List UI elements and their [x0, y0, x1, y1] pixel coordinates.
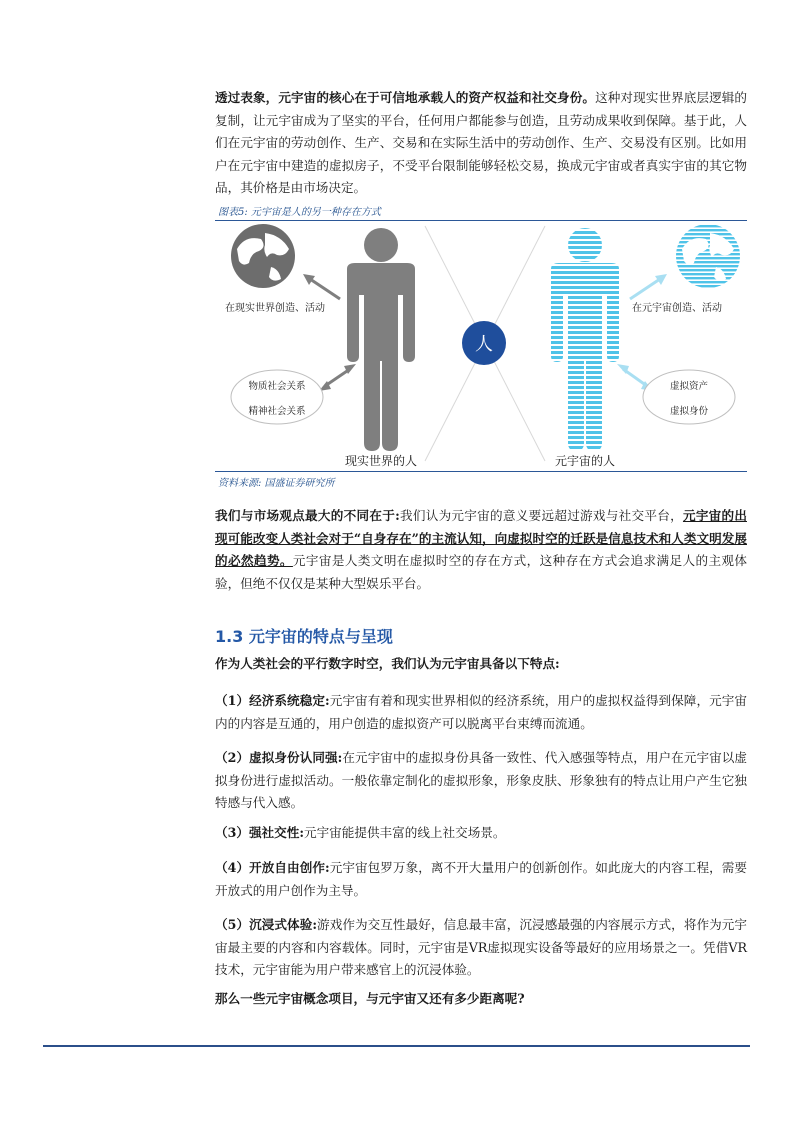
- section-lead: 作为人类社会的平行数字时空，我们认为元宇宙具备以下特点:: [215, 656, 560, 671]
- left-bubble-item: 精神社会关系: [248, 406, 306, 417]
- right-bubble-item: 虚拟资产: [669, 381, 709, 392]
- feature-item: [215, 914, 747, 982]
- center-label: 人: [475, 334, 493, 355]
- intro-paragraph: [215, 87, 747, 200]
- feature-label: （4）开放自由创作:: [215, 860, 330, 875]
- metaverse-globe-icon: [676, 224, 740, 288]
- feature-item: [215, 747, 747, 815]
- figure-source: 资料来源: 国盛证券研究所: [218, 478, 335, 489]
- feature-label: （1）经济系统稳定:: [215, 693, 330, 708]
- metaverse-person-icon: [551, 228, 619, 451]
- feature-label: （2）虚拟身份认同强:: [215, 750, 343, 765]
- left-down-arrow: [319, 364, 356, 391]
- feature-label: （5）沉浸式体验:: [215, 917, 317, 932]
- real-person-label: 现实世界的人: [344, 454, 418, 468]
- figure-bottom-rule: [215, 471, 747, 472]
- meta-person-label: 元宇宙的人: [554, 454, 616, 468]
- feature-text: 元宇宙有着和现实世界相似的经济系统，用户的虚拟权益得到保障，元宇宙内的内容是互通的，用户创造的虚拟资产可以脱离平台束缚而流通。: [215, 693, 747, 731]
- real-world-globe-icon: [231, 224, 295, 288]
- feature-text: 元宇宙能提供丰富的线上社交场景。: [303, 825, 506, 840]
- right-virtual-bubble: [643, 370, 735, 424]
- right-top-label: 在元宇宙创造、活动: [632, 303, 722, 314]
- feature-item: [215, 822, 747, 845]
- feature-text: 元宇宙包罗万象，离不开大量用户的创新创作。如此庞大的内容工程，需要开放式的用户创作为主导。: [215, 860, 747, 898]
- intro-bold: 透过表象，元宇宙的核心在于可信地承载人的资产权益和社交身份。: [215, 90, 596, 105]
- left-top-label: 在现实世界创造、活动: [225, 303, 325, 314]
- view-text-1: 我们认为元宇宙的意义要远超过游戏与社交平台，: [399, 508, 683, 523]
- left-bubble-item: 物质社会关系: [248, 381, 306, 392]
- footer-rule: [43, 1045, 750, 1047]
- section-title: 1.3 元宇宙的特点与呈现: [215, 627, 393, 646]
- right-bubble-item: 虚拟身份: [669, 406, 709, 417]
- center-person-circle: [462, 321, 506, 365]
- intro-text: 这种对现实世界底层逻辑的复制，让元宇宙成为了坚实的平台，任何用户都能参与创造，且劳动成果收到保障。基于此，人们在元宇宙的劳动创作、生产、交易和在实际生活中的劳动创作、生产、交易没有区别。比如用户在元宇宙中建造的虚拟房子，不受平台限制能够轻松交易，换成元宇宙或者真实宇宙的其它物品，其价格是由市场决定。: [215, 90, 748, 195]
- left-up-arrow: [303, 274, 340, 299]
- view-paragraph: [215, 505, 747, 595]
- real-world-person-icon: [347, 228, 415, 451]
- feature-text: 在元宇宙中的虚拟身份具备一致性、代入感强等特点，用户在元宇宙以虚拟身份进行虚拟活动。一般依靠定制化的虚拟形象，形象皮肤、形象独有的特点让用户产生它独特感与代入感。: [215, 750, 747, 810]
- feature-label: （3）强社交性:: [215, 825, 304, 840]
- feature-item: [215, 857, 747, 902]
- closing-question: 那么一些元宇宙概念项目，与元宇宙又还有多少距离呢?: [215, 991, 525, 1006]
- feature-item: [215, 690, 747, 735]
- right-up-arrow: [630, 274, 667, 299]
- left-relations-bubble: [231, 370, 323, 424]
- feature-text: 游戏作为交互性最好，信息最丰富，沉浸感最强的内容展示方式，将作为元宇宙最主要的内容和内容载体。同时，元宇宙是VR虚拟现实设备等最好的应用场景之一。凭借VR技术，元宇宙能为用户带来感官上的沉浸体验。: [215, 917, 747, 977]
- figure-caption: 图表5: 元宇宙是人的另一种存在方式: [218, 207, 381, 218]
- view-underlined: 元宇宙的出现可能改变人类社会对于“自身存在”的主流认知，向虚拟时空的迁跃是信息技术和人类文明发展的必然趋势。: [215, 508, 747, 568]
- view-bold-lead: 我们与市场观点最大的不同在于:: [215, 508, 400, 523]
- figure-diagram: [215, 221, 747, 473]
- view-text-2: 元宇宙是人类文明在虚拟时空的存在方式，这种存在方式会追求满足人的主观体验，但绝不仅仅是某种大型娱乐平台。: [215, 553, 748, 591]
